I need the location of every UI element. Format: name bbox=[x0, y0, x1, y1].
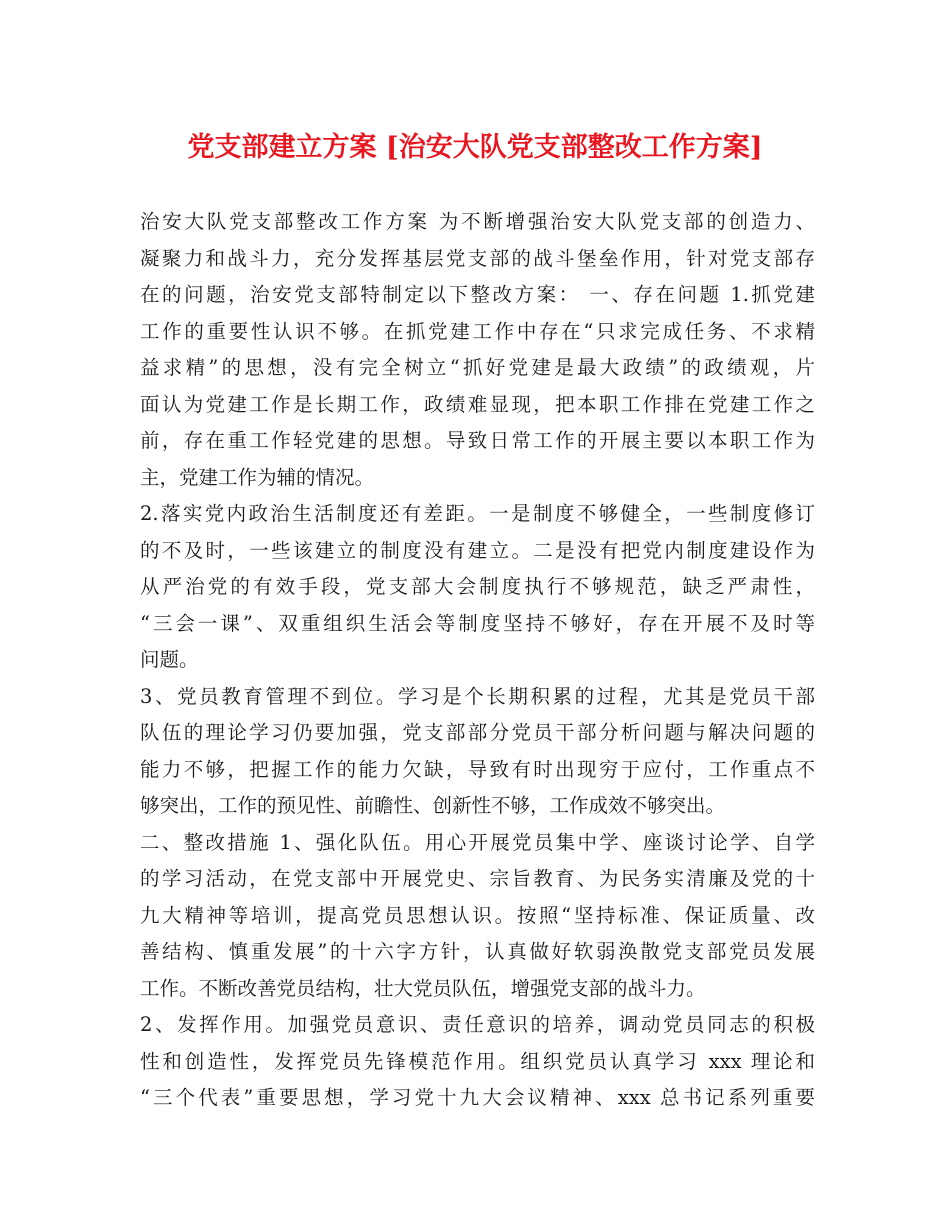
body-line: 能力不够，把握工作的能力欠缺，导致有时出现穷于应付，工作重点不 bbox=[140, 757, 815, 781]
body-line: 善结构、慎重发展”的十六字方针，认真做好软弱涣散党支部党员发展 bbox=[140, 940, 815, 963]
body-line: 够突出，工作的预见性、前瞻性、创新性不够，工作成效不够突出。 bbox=[140, 794, 726, 817]
body-line: 凝聚力和战斗力，充分发挥基层党支部的战斗堡垒作用，针对党支部存 bbox=[140, 246, 815, 270]
body-line: 2、发挥作用。加强党员意识、责任意识的培养，调动党员同志的积极 bbox=[140, 1013, 815, 1036]
body-line: 的学习活动，在党支部中开展党史、宗旨教育、为民务实清廉及党的十 bbox=[140, 867, 815, 890]
body-line: 九大精神等培训，提高党员思想认识。按照“坚持标准、保证质量、改 bbox=[140, 903, 815, 927]
body-line: 队伍的理论学习仍要加强，党支部部分党员干部分析问题与解决问题的 bbox=[140, 721, 815, 744]
body-line: 性和创造性，发挥党员先锋模范作用。组织党员认真学习 xxx 理论和 bbox=[140, 1049, 815, 1073]
body-line: 2.落实党内政治生活制度还有差距。一是制度不够健全，一些制度修订 bbox=[140, 502, 815, 525]
body-line: 益求精”的思想，没有完全树立“抓好党建是最大政绩”的政绩观，片 bbox=[140, 356, 815, 379]
body-line: 从严治党的有效手段，党支部大会制度执行不够规范，缺乏严肃性， bbox=[140, 575, 815, 598]
body-line: 主，党建工作为辅的情况。 bbox=[140, 465, 375, 489]
body-line: 在的问题，治安党支部特制定以下整改方案： 一、存在问题 1.抓党建 bbox=[140, 283, 815, 306]
body-line: 前，存在重工作轻党建的思想。导致日常工作的开展主要以本职工作为 bbox=[140, 429, 815, 452]
body-line: 面认为党建工作是长期工作，政绩难显现，把本职工作排在党建工作之 bbox=[140, 392, 815, 416]
body-line: 工作。不断改善党员结构，壮大党员队伍，增强党支部的战斗力。 bbox=[140, 976, 706, 1000]
body-line: 3、党员教育管理不到位。学习是个长期积累的过程，尤其是党员干部 bbox=[140, 684, 815, 708]
body-line: 问题。 bbox=[140, 648, 199, 671]
body-line: 二、整改措施 1、强化队伍。用心开展党员集中学、座谈讨论学、自学 bbox=[140, 830, 815, 854]
body-line: 的不及时，一些该建立的制度没有建立。二是没有把党内制度建设作为 bbox=[140, 538, 815, 562]
body-line: “三个代表”重要思想，学习党十九大会议精神、xxx 总书记系列重要 bbox=[140, 1086, 815, 1109]
body-line: “三会一课”、双重组织生活会等制度坚持不够好，存在开展不及时等 bbox=[140, 611, 815, 635]
document-title: 党支部建立方案 [治安大队党支部整改工作方案] bbox=[187, 132, 763, 163]
body-line: 治安大队党支部整改工作方案 为不断增强治安大队党支部的创造力、 bbox=[140, 210, 815, 233]
body-line: 工作的重要性认识不够。在抓党建工作中存在“只求完成任务、不求精 bbox=[140, 319, 815, 343]
document-body bbox=[140, 204, 815, 1117]
